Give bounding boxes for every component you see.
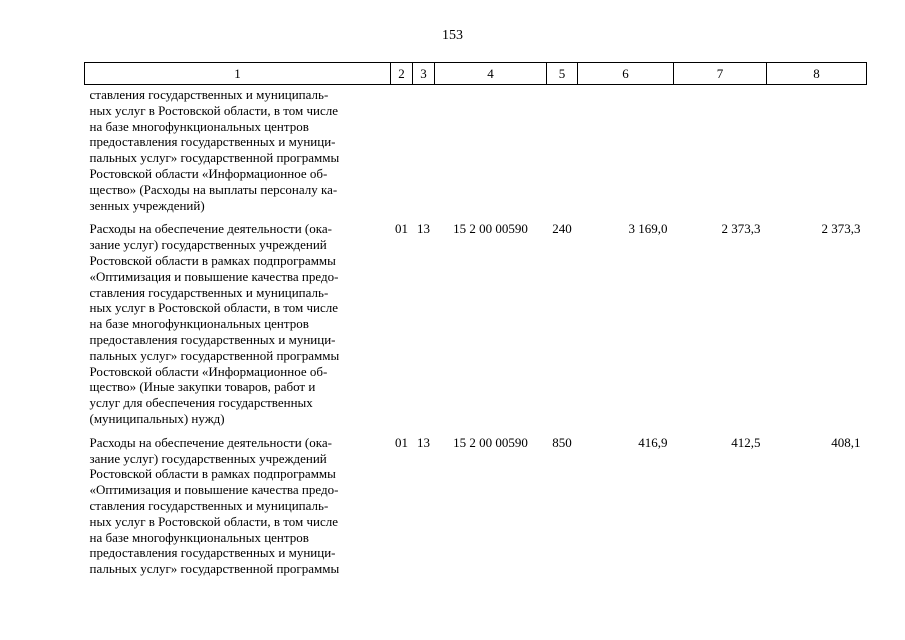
header-col-5: 5: [547, 63, 578, 85]
row-target-article-code: 15 2 00 00590: [453, 434, 528, 450]
row-amount-col-8: 2 373,3: [821, 221, 861, 237]
row-section-code: [391, 85, 413, 214]
row-amount-col-7: 2 373,3: [721, 221, 761, 237]
row-expense-type-code: 850: [552, 434, 572, 450]
header-col-1: 1: [85, 63, 391, 85]
row-description: Расходы на обеспечение деятельности (ока- зание услуг) государственных учреждений Ростовской области в рамках подпрограммы «Оптимизация и повышение качества предо- ставления государственных и муниципаль- ных услуг в Ростовской области, в том числе на базе многофункциональных центров предоставления государственных и муници- пальных услуг» государственной программы: [89, 434, 340, 577]
row-amount-col-6: 3 169,0: [628, 221, 668, 237]
row-amount-col-8: 408,1: [831, 434, 861, 450]
header-col-2: 2: [391, 63, 413, 85]
row-subsection-code: 13: [417, 434, 430, 450]
row-expense-type-code: 240: [552, 221, 572, 237]
header-col-6: 6: [578, 63, 674, 85]
budget-table: [84, 62, 867, 577]
header-col-7: 7: [674, 63, 767, 85]
row-description: ставления государственных и муниципаль- ных услуг в Ростовской области, в том числе на базе многофункциональных центров предоставления государственных и муници- пальных услуг» государственной программы Ростовской области «Информационное об- щество» (Расходы на выплаты персоналу ка- зенных учреждений): [89, 87, 340, 213]
page-number: 153: [442, 28, 463, 43]
row-expense-type-code: [547, 85, 578, 214]
header-col-4: 4: [435, 63, 547, 85]
table-row: [85, 427, 867, 577]
header-col-3: 3: [413, 63, 435, 85]
row-amount-col-6: 416,9: [638, 434, 668, 450]
header-row: [85, 63, 867, 85]
table-body: [85, 85, 867, 577]
row-target-article-code: [435, 85, 547, 214]
header-col-8: 8: [767, 63, 867, 85]
table-header: [85, 63, 867, 85]
row-amount-col-8: [767, 85, 867, 214]
row-amount-col-7: 412,5: [731, 434, 761, 450]
row-section-code: 01: [395, 434, 408, 450]
row-description: Расходы на обеспечение деятельности (ока- зание услуг) государственных учреждений Ростовской области в рамках подпрограммы «Оптимизация и повышение качества предо- ставления государственных и муниципаль- ных услуг в Ростовской области, в том числе на базе многофункциональных центров предоставления государственных и муници- пальных услуг» государственной программы Ростовской области «Информационное об- щество» (Иные закупки товаров, работ и услуг для обеспечения государственных (муниципальных) нужд): [89, 221, 340, 426]
row-section-code: 01: [395, 221, 408, 237]
row-subsection-code: [413, 85, 435, 214]
table-row: [85, 213, 867, 426]
table-row: [85, 85, 867, 214]
row-subsection-code: 13: [417, 221, 430, 237]
row-amount-col-6: [578, 85, 674, 214]
row-amount-col-7: [674, 85, 767, 214]
row-target-article-code: 15 2 00 00590: [453, 221, 528, 237]
